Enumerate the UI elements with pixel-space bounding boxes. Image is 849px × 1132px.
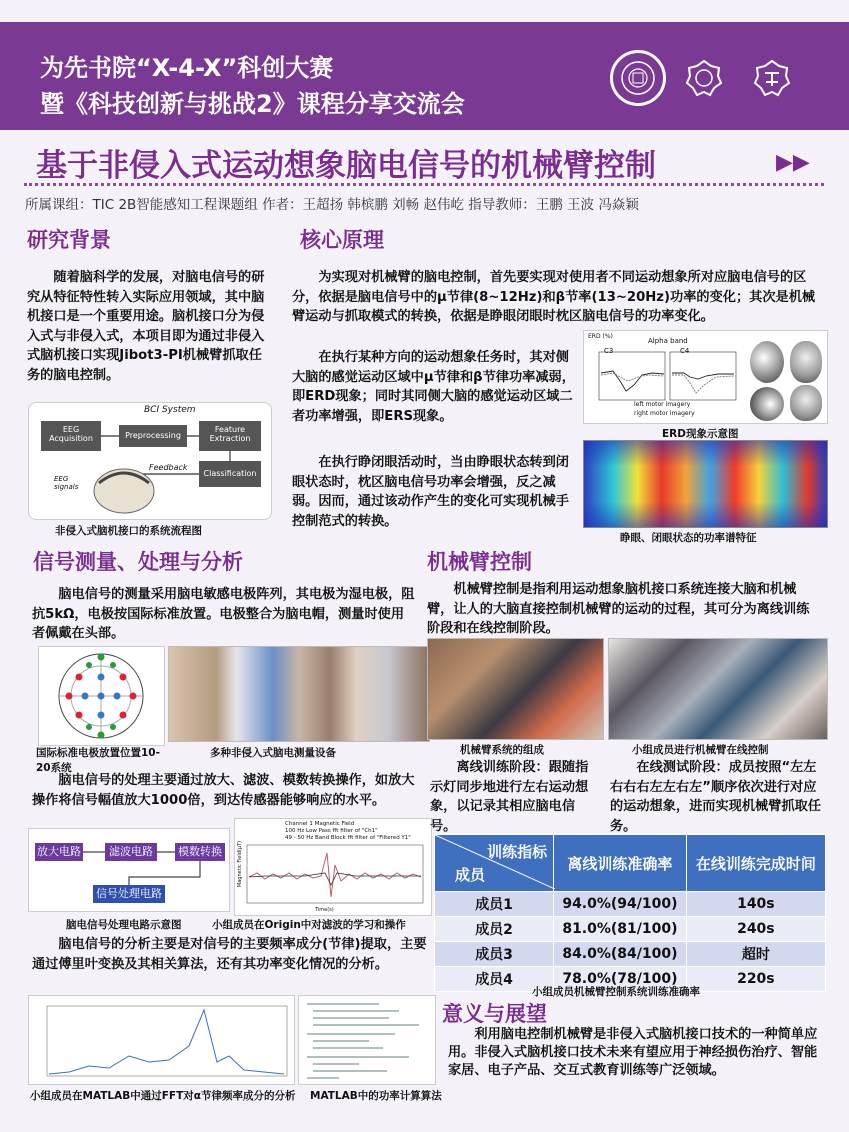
erd-c3-label: C3 [604, 347, 614, 355]
poster-meta: 所属课组：TIC 2B智能感知工程课题组 作者：王超扬 韩槟鹏 刘畅 赵伟屹 指导教师：王鹏 王波 冯焱颖 [25, 197, 639, 213]
arm-system-caption: 机械臂系统的组成 [460, 744, 544, 756]
brain-map-image-2 [750, 387, 784, 421]
signal-p3: 脑电信号的分析主要是对信号的主要频率成分(节律)提取，主要通过傅里叶变换及其相关算法，还有其功率变化情况的分析。 [32, 937, 427, 972]
spectrum-caption: 睁眼、闭眼状态的功率谱特征 [620, 532, 757, 544]
origin-ylabel: Magnetic Field(µT) [237, 840, 244, 888]
erd-c4-label: C4 [680, 347, 690, 355]
table-caption: 小组成员机械臂控制系统训练准确率 [532, 986, 700, 998]
row-member: 成员3 [435, 942, 554, 967]
erd-figure [583, 330, 828, 424]
bci-system-diagram [28, 402, 272, 520]
electrode-map [39, 647, 164, 745]
row-member: 成员4 [435, 967, 554, 992]
signal-p2: 脑电信号的处理主要通过放大、滤波、模数转换操作，如放大操作将信号幅值放大1000倍，到达传感器能够响应的水平。 [32, 773, 415, 808]
bci-arrows [29, 403, 271, 519]
amp-circuit-box: 放大电路 [35, 843, 83, 861]
circuit-caption: 脑电信号处理电路示意图 [66, 919, 182, 931]
origin-legend-3: 49 - 50 Hz Band Block fft filter of "Filtered Y1" [285, 835, 411, 841]
arm-heading: 机械臂控制 [427, 550, 532, 574]
eeg-acquisition-box: EEG Acquisition [41, 421, 101, 451]
college-logo-1 [676, 50, 732, 106]
online-stage-text: 在线测试阶段：成员按照“左左右右右左左右左”顺序依次进行对应的运动想象，进而实现机械臂抓取任务。 [610, 760, 821, 834]
training-results-table [434, 834, 826, 992]
table-row [435, 917, 826, 942]
outlook-text: 利用脑电控制机械臂是非侵入式脑机接口技术的一种简单应用。非侵入式脑机接口技术未来有望应用于神经损伤治疗、智能家居、电子产品、交互式教育训练等广泛领域。 [448, 1027, 818, 1078]
origin-filter-plot [234, 818, 432, 916]
row-member: 成员2 [435, 917, 554, 942]
brain-map-image [750, 341, 784, 383]
head-image-1 [790, 341, 822, 383]
online-control-caption: 小组成员进行机械臂在线控制 [632, 744, 769, 756]
power-spectrum-image [583, 440, 828, 528]
signal-processing-box: 信号处理电路 [93, 885, 165, 903]
erd-ylabel: ERD (%) [588, 333, 613, 340]
adc-box: 模数转换 [175, 843, 225, 861]
matlab-caption: MATLAB中的功率计算算法 [310, 1090, 442, 1102]
background-heading: 研究背景 [27, 228, 111, 252]
table-corner-cell [435, 835, 554, 892]
row-accuracy: 94.0%(94/100) [554, 892, 687, 917]
row-time: 140s [686, 892, 825, 917]
head-image-2 [790, 385, 822, 421]
filter-circuit-box: 滤波电路 [105, 843, 157, 861]
table-row [435, 942, 826, 967]
erd-band-label: Alpha band [648, 337, 688, 345]
devices-caption: 多种非侵入式脑电测量设备 [210, 747, 336, 759]
erd-legend-right: right motor imagery [634, 410, 695, 417]
row-accuracy: 84.0%(84/100) [554, 942, 687, 967]
signal-heading: 信号测量、处理与分析 [33, 550, 243, 574]
origin-legend-2: 100 Hz Low Pass fft filter of "Ch1" [285, 828, 378, 834]
feature-extraction-box: Feature Extraction [199, 421, 261, 451]
col-offline-accuracy: 离线训练准确率 [554, 835, 687, 892]
origin-legend-1: Channel 1 Magnetic Field [285, 821, 355, 827]
background-text: 随着脑科学的发展，对脑电信号的研究从特征特性转入实际应用领域，其中脑机接口是一个重要用途。脑机接口分为侵入式与非侵入式，本项目即为通过非侵入式脑机接口实现Jibot3-PI机械臂抓取任务的脑电控制。 [27, 270, 265, 383]
preprocessing-box: Preprocessing [119, 425, 187, 447]
fft-curve [29, 996, 294, 1084]
row-time: 超时 [686, 942, 825, 967]
row-accuracy: 81.0%(81/100) [554, 917, 687, 942]
arm-system-photo [427, 638, 604, 740]
outlook-heading: 意义与展望 [442, 1002, 547, 1026]
circuit-diagram [28, 828, 230, 912]
bci-caption: 非侵入式脑机接口的系统流程图 [55, 525, 202, 537]
origin-caption: 小组成员在Origin中对滤波的学习和操作 [212, 919, 406, 931]
bci-title: BCI System [144, 405, 196, 415]
eeg-devices-photo [168, 646, 430, 742]
poster-title: 基于非侵入式运动想象脑电信号的机械臂控制 [36, 148, 656, 184]
header-banner [0, 22, 849, 130]
university-seal-logo [610, 50, 666, 106]
table-header-row [435, 835, 826, 892]
erd-curves [598, 351, 738, 401]
matlab-code-lines [299, 996, 435, 1084]
offline-stage-text: 离线训练阶段：跟随指示灯同步地进行左右运动想象，以记录其相应脑电信号。 [430, 760, 589, 834]
fft-caption: 小组成员在MATLAB中通过FFT对α节律频率成分的分析 [30, 1090, 296, 1102]
principle-p2: 在执行某种方向的运动想象任务时，其对侧大脑的感觉运动区域中μ节律和β节律功率减弱，即ERD现象；同时其同侧大脑的感觉运动区域二者功率增强，即ERS现象。 [292, 350, 575, 424]
row-time: 240s [686, 917, 825, 942]
corner-bottom-label: 成员 [455, 866, 486, 884]
principle-p1: 为实现对机械臂的脑电控制，首先要实现对使用者不同运动想象所对应脑电信号的区分，依据是脑电信号中的μ节律(8~12Hz)和β节率(13~20Hz)功率的变化；其次是机械臂运动与抓取模式的转换，依据是睁眼闭眼时枕区脑电信号的功率变化。 [292, 270, 816, 324]
arm-p1: 机械臂控制是指利用运动想象脑机接口系统连接大脑和机械臂，让人的大脑直接控制机械臂的运动的过程，其可分为离线训练阶段和在线控制阶段。 [427, 582, 810, 636]
origin-xlabel: Time(s) [315, 907, 334, 913]
online-control-photo [608, 638, 828, 740]
college-logo-2 [744, 50, 800, 106]
title-divider [24, 183, 824, 186]
signal-p1: 脑电信号的测量采用脑电敏感电极阵列，其电极为湿电极，阻抗5kΩ，电极按国际标准放置。电极整合为脑电帽，测量时使用者佩戴在头部。 [32, 587, 415, 641]
eeg-signals-label: EEG signals [54, 475, 79, 491]
table-row [435, 892, 826, 917]
circuit-arrows [29, 829, 229, 911]
erd-legend-left: left motor imagery [634, 401, 691, 408]
col-online-time: 在线训练完成时间 [686, 835, 825, 892]
row-accuracy: 78.0%(78/100) [554, 967, 687, 992]
feedback-label: Feedback [149, 463, 188, 472]
erd-caption: ERD现象示意图 [662, 428, 739, 440]
title-arrow-icon: ▶▶ [776, 150, 810, 175]
corner-top-label: 训练指标 [487, 843, 548, 861]
header-line-1: 为先书院“X-4-X”科创大赛 [40, 54, 334, 82]
matlab-code-image [298, 995, 436, 1085]
header-line-2: 暨《科技创新与挑战2》课程分享交流会 [40, 90, 465, 118]
row-time: 220s [686, 967, 825, 992]
principle-heading: 核心原理 [300, 228, 384, 252]
classification-box: Classification [199, 461, 261, 487]
origin-waveform [245, 843, 425, 905]
principle-p3: 在执行睁闭眼活动时，当由睁眼状态转到闭眼状态时，枕区脑电信号功率会增强，反之减弱。因而，通过该动作产生的变化可实现机械手控制范式的转换。 [292, 455, 569, 529]
fft-plot-image [28, 995, 295, 1085]
1020-caption: 国际标准电极放置位置10-20系统 [36, 747, 160, 774]
electrode-1020-image [38, 646, 165, 746]
row-member: 成员1 [435, 892, 554, 917]
